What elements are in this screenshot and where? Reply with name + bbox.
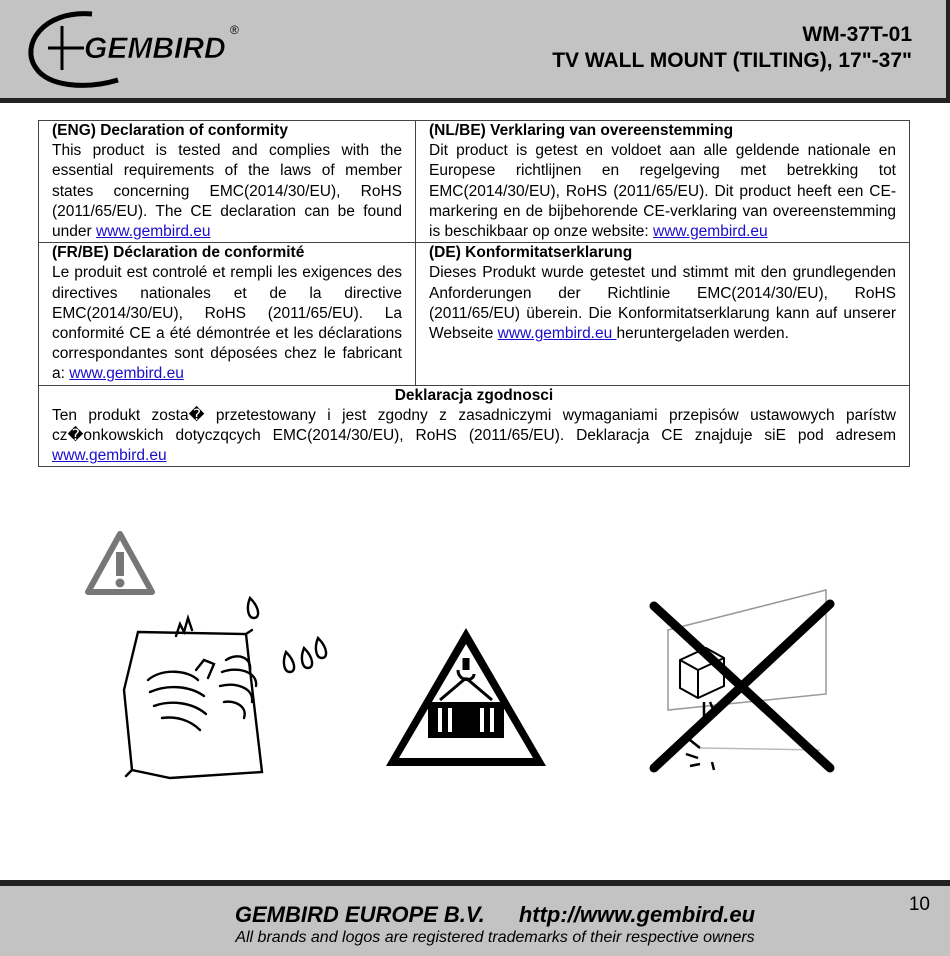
declaration-eng xyxy=(39,121,416,243)
declaration-text: Dieses Produkt wurde getestet und stimmt mit den grundlegenden Anforderungen der Richtlinie EMC(2014/30/EU), RoHS (2011/65/EU) überein. Die Konformitatserklarung kann auf unserer Webseite xyxy=(429,264,896,343)
declaration-text-after: heruntergeladen werden. xyxy=(616,325,789,343)
company-name: GEMBIRD EUROPE B.V. xyxy=(234,902,485,927)
declaration-text: Dit product is getest en voldoet aan alle geldende nationale en Europese richtlijnen en regelgeving met betrekking tot EMC(2014/30/EU), RoHS (2011/65/EU). Dit product heeft een CE-markering en de bijbehorende CE-verklaring van overeenstemming is beschikbaar op onze website: xyxy=(429,142,896,241)
declaration-de xyxy=(416,243,910,385)
no-heavy-objects-icon xyxy=(654,590,830,770)
website-link[interactable]: www.gembird.eu xyxy=(95,223,211,241)
declaration-title: (NL/BE) Verklaring van overeenstemming xyxy=(429,122,734,139)
warning-illustrations xyxy=(0,520,950,840)
page-number: 10 xyxy=(908,894,930,915)
declaration-title: (ENG) Declaration of conformity xyxy=(52,122,288,139)
wet-hands-warning-icon xyxy=(124,598,326,778)
declaration-text: Le produit est controlé et rempli les exigences des directives nationales et de la directive EMC(2014/30/EU), RoHS (2011/65/EU). La conformité CE a été démontrée et les déclarations correspondantes sont déposées chez le fabricant a: xyxy=(52,264,402,383)
declaration-fr xyxy=(39,243,416,385)
declaration-pl xyxy=(39,385,910,467)
website-link[interactable]: www.gembird.eu xyxy=(653,223,768,241)
declaration-title: (FR/BE) Déclaration de conformité xyxy=(52,244,305,262)
suspended-load-warning-icon xyxy=(386,628,546,766)
company-url[interactable]: http://www.gembird.eu xyxy=(518,902,756,927)
footer-company-line xyxy=(0,902,950,928)
page-header xyxy=(0,0,950,103)
gembird-logo xyxy=(22,6,252,92)
page-footer xyxy=(0,880,950,956)
website-link[interactable]: www.gembird.eu xyxy=(497,325,617,343)
product-name: TV WALL MOUNT (TILTING), 17"-37" xyxy=(552,49,912,72)
declaration-text: Ten produkt zosta� przetestowany i jest zgodny z zasadniczymi wymaganiami przepisów ustawowych parístw cz�onkowskich dotyczqcych EMC(2014/30/EU), RoHS (2011/65/EU). Deklaracja CE znajduje siE pod adresem xyxy=(52,406,896,445)
trademark-notice: All brands and logos are registered trademarks of their respective owners xyxy=(235,929,755,946)
website-link[interactable]: www.gembird.eu xyxy=(52,447,167,465)
declarations-table xyxy=(38,120,910,467)
declaration-title: Deklaracja zgodnosci xyxy=(394,386,554,404)
model-number: WM-37T-01 xyxy=(802,23,912,46)
declaration-text: This product is tested and complies with the essential requirements of the laws of member states concerning EMC(2014/30/EU), RoHS (2011/65/EU). The CE declaration can be found under xyxy=(52,142,402,241)
warning-triangle-icon xyxy=(88,534,152,592)
website-link[interactable]: www.gembird.eu xyxy=(69,365,184,383)
registered-mark: ® xyxy=(230,23,239,37)
declaration-nl xyxy=(416,121,910,243)
logo-wordmark: GEMBIRD xyxy=(84,32,226,65)
declaration-title: (DE) Konformitatserklarung xyxy=(429,244,633,262)
